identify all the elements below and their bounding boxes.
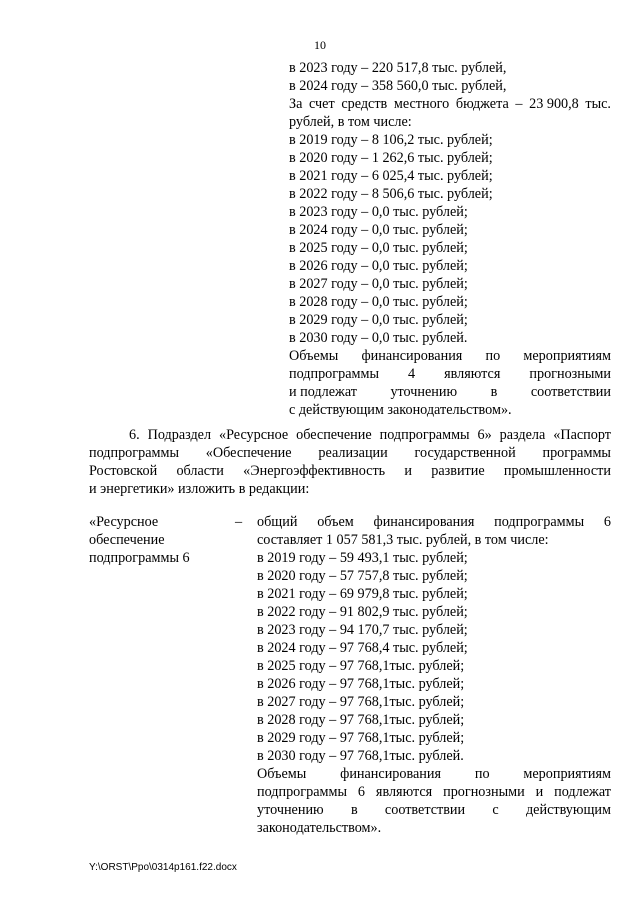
word: с	[492, 802, 499, 818]
text-line: рублей, в том числе:	[289, 114, 412, 130]
local-budget-years-list	[289, 131, 611, 347]
word: промышленности	[503, 463, 611, 479]
label-line: обеспечение	[89, 532, 165, 548]
word: 6»	[477, 427, 492, 443]
resource-provision-value	[257, 513, 611, 837]
note-line	[289, 383, 611, 401]
year-line: в 2019 году – 8 106,2 тыс. рублей;	[289, 132, 493, 148]
word: подлежат	[554, 784, 611, 800]
word: «Ресурсное	[219, 427, 289, 443]
word: средств	[341, 96, 388, 112]
word: «Обеспечение	[205, 445, 292, 461]
word: финансирования	[361, 348, 463, 364]
year-line: в 2021 году – 69 979,8 тыс. рублей;	[257, 586, 468, 602]
label-dash: –	[235, 514, 243, 530]
year-line: в 2025 году – 0,0 тыс. рублей;	[289, 240, 468, 256]
word: подпрограммы	[379, 427, 470, 443]
year-line: в 2026 году – 97 768,1тыс. рублей;	[257, 676, 465, 692]
word: прогнозными	[443, 784, 525, 800]
note-line	[257, 801, 611, 819]
word: по	[485, 348, 501, 364]
word: 6	[603, 514, 611, 530]
word: соответствии	[530, 384, 611, 400]
word: финансирования	[373, 514, 475, 530]
year-line: в 2023 году – 94 170,7 тыс. рублей;	[257, 622, 468, 638]
word: соответствии	[384, 802, 466, 818]
word: 6.	[129, 427, 140, 443]
word: уточнению	[257, 802, 324, 818]
paragraph-line: и энергетики» изложить в редакции:	[89, 481, 310, 497]
word: программы	[542, 445, 611, 461]
year-line: в 2022 году – 8 506,6 тыс. рублей;	[289, 186, 493, 202]
word: в	[350, 802, 358, 818]
word: по	[474, 766, 490, 782]
year-line: в 2020 году – 1 262,6 тыс. рублей;	[289, 150, 493, 166]
paragraph-line	[89, 426, 611, 444]
word: 4	[408, 366, 416, 382]
year-line: в 2027 году – 97 768,1тыс. рублей;	[257, 694, 465, 710]
amendment-paragraph	[89, 426, 611, 498]
word: являются	[375, 784, 433, 800]
word: бюджета	[455, 96, 509, 112]
word: реализации	[318, 445, 388, 461]
word: прогнозными	[529, 366, 611, 382]
label-line: «Ресурсное	[89, 514, 159, 530]
word: мероприятиям	[523, 348, 611, 364]
word: Подраздел	[147, 427, 212, 443]
word: мероприятиям	[523, 766, 611, 782]
word: счет	[309, 96, 335, 112]
word: государственной	[414, 445, 516, 461]
note-line	[289, 347, 611, 365]
year-line: в 2024 году – 0,0 тыс. рублей;	[289, 222, 468, 238]
file-path-footer: Y:\ORST\Ppo\0314p161.f22.docx	[89, 862, 237, 873]
word: являются	[444, 366, 501, 382]
word: области	[176, 463, 224, 479]
page-number: 10	[314, 38, 326, 52]
word: «Паспорт	[553, 427, 611, 443]
word: финансирования	[340, 766, 441, 782]
word: 23 900,8	[529, 96, 579, 112]
word: объем	[317, 514, 354, 530]
local-budget-line	[289, 95, 611, 113]
word: развитие	[431, 463, 485, 479]
year-line: в 2030 году – 97 768,1тыс. рублей.	[257, 748, 464, 764]
word: раздела	[499, 427, 546, 443]
note-line: с действующим законодательством».	[289, 402, 512, 418]
year-line: в 2030 году – 0,0 тыс. рублей.	[289, 330, 468, 346]
word: подпрограммы	[89, 445, 179, 461]
word: уточнению	[390, 384, 458, 400]
paragraph-line	[89, 444, 611, 462]
word: обеспечение	[296, 427, 372, 443]
word: тыс.	[585, 96, 611, 112]
year-line: в 2023 году – 0,0 тыс. рублей;	[289, 204, 468, 220]
word: и	[535, 784, 544, 800]
year-line: в 2027 году – 0,0 тыс. рублей;	[289, 276, 468, 292]
label-line: подпрограммы 6	[89, 550, 190, 566]
note-line	[257, 783, 611, 801]
text-line: в 2023 году – 220 517,8 тыс. рублей,	[289, 60, 507, 76]
year-line: в 2026 году – 0,0 тыс. рублей;	[289, 258, 468, 274]
word: подпрограммы	[289, 366, 379, 382]
subprogram6-years-list	[257, 549, 611, 765]
word: общий	[257, 514, 298, 530]
word: –	[515, 96, 523, 112]
note-line	[289, 365, 611, 383]
value-line	[257, 513, 611, 531]
note-line	[257, 765, 611, 783]
year-line: в 2024 году – 97 768,4 тыс. рублей;	[257, 640, 468, 656]
word: Объемы	[257, 766, 307, 782]
word: Ростовской	[89, 463, 158, 479]
paragraph-line	[89, 462, 611, 480]
year-line: в 2021 году – 6 025,4 тыс. рублей;	[289, 168, 493, 184]
funding-continuation-block	[289, 59, 611, 419]
year-line: в 2028 году – 97 768,1тыс. рублей;	[257, 712, 465, 728]
year-line: в 2020 году – 57 757,8 тыс. рублей;	[257, 568, 468, 584]
text-line: в 2024 году – 358 560,0 тыс. рублей,	[289, 78, 507, 94]
word: За	[289, 96, 303, 112]
year-line: в 2029 году – 0,0 тыс. рублей;	[289, 312, 468, 328]
word: 6	[357, 784, 365, 800]
word: местного	[393, 96, 450, 112]
word: «Энергоэффективность	[243, 463, 386, 479]
year-line: в 2028 году – 0,0 тыс. рублей;	[289, 294, 468, 310]
year-line: в 2025 году – 97 768,1тыс. рублей;	[257, 658, 465, 674]
resource-provision-label	[89, 513, 239, 567]
value-line: составляет 1 057 581,3 тыс. рублей, в том числе:	[257, 532, 549, 548]
word: действующим	[525, 802, 611, 818]
year-line: в 2019 году – 59 493,1 тыс. рублей;	[257, 550, 468, 566]
year-line: в 2022 году – 91 802,9 тыс. рублей;	[257, 604, 468, 620]
year-line: в 2029 году – 97 768,1тыс. рублей;	[257, 730, 465, 746]
word: Объемы	[289, 348, 339, 364]
word: подпрограммы	[257, 784, 347, 800]
word: и подлежат	[289, 384, 357, 400]
note-line: законодательством».	[257, 820, 382, 836]
word: подпрограммы	[494, 514, 585, 530]
word: в	[490, 384, 498, 400]
word: и	[404, 463, 412, 479]
